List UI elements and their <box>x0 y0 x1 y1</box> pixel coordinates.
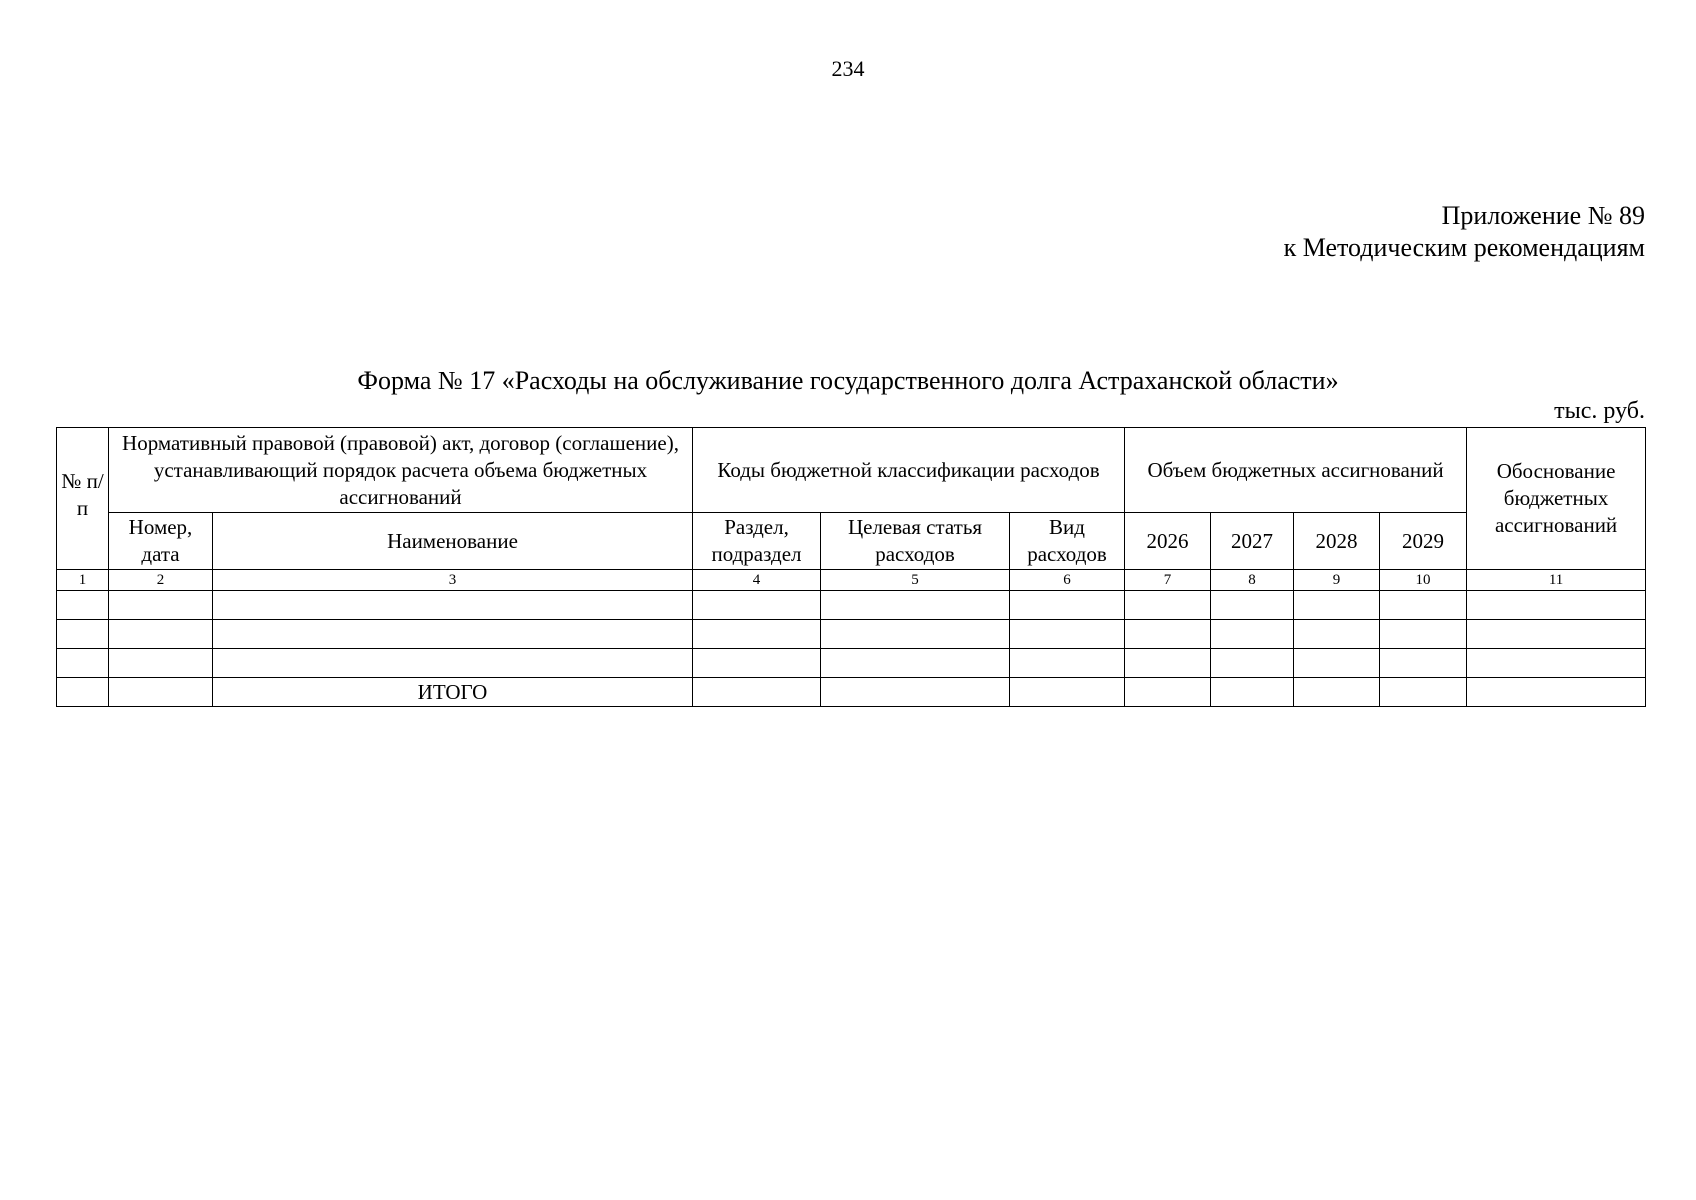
table-cell <box>109 678 213 707</box>
header-number-date: Номер, дата <box>109 513 213 570</box>
table-cell <box>109 649 213 678</box>
total-label: ИТОГО <box>213 678 693 707</box>
column-number-row <box>57 570 1646 591</box>
table-cell <box>1467 649 1646 678</box>
table-cell <box>821 591 1010 620</box>
header-year-2027: 2027 <box>1211 513 1294 570</box>
column-number: 4 <box>693 570 821 591</box>
header-row-2 <box>57 513 1646 570</box>
table-cell <box>693 620 821 649</box>
column-number: 9 <box>1294 570 1380 591</box>
table-cell <box>821 649 1010 678</box>
table-cell <box>1125 649 1211 678</box>
appendix-line-1: Приложение № 89 <box>1441 201 1645 230</box>
page-number: 234 <box>831 56 865 81</box>
table-cell <box>1125 678 1211 707</box>
table-cell <box>1467 678 1646 707</box>
header-section: Раздел, подраздел <box>693 513 821 570</box>
table-cell <box>1467 620 1646 649</box>
table-row <box>57 620 1646 649</box>
table-cell <box>1010 620 1125 649</box>
table-cell <box>213 591 693 620</box>
column-number: 3 <box>213 570 693 591</box>
table-cell <box>1380 678 1467 707</box>
table-cell <box>1294 591 1380 620</box>
appendix-note <box>1284 200 1645 264</box>
table-cell <box>213 649 693 678</box>
table-cell <box>1211 678 1294 707</box>
table-cell <box>1294 649 1380 678</box>
header-target-article: Целевая статья расходов <box>821 513 1010 570</box>
header-expense-type: Вид расходов <box>1010 513 1125 570</box>
column-number: 5 <box>821 570 1010 591</box>
table-cell <box>1380 620 1467 649</box>
table-cell <box>693 649 821 678</box>
table-cell <box>109 591 213 620</box>
table-cell <box>213 620 693 649</box>
total-row <box>57 678 1646 707</box>
table-cell <box>1211 649 1294 678</box>
table-cell <box>821 678 1010 707</box>
column-number: 7 <box>1125 570 1211 591</box>
header-justification: Обоснование бюджетных ассигнований <box>1467 428 1646 570</box>
column-number: 6 <box>1010 570 1125 591</box>
header-year-2029: 2029 <box>1380 513 1467 570</box>
header-legal-act: Нормативный правовой (правовой) акт, договор (соглашение), устанавливающий порядок расчета объема бюджетных ассигнований <box>109 428 693 513</box>
column-number: 2 <box>109 570 213 591</box>
table-cell <box>57 591 109 620</box>
table-cell <box>1010 591 1125 620</box>
column-number: 8 <box>1211 570 1294 591</box>
units-label: тыс. руб. <box>1554 398 1645 424</box>
table-row <box>57 591 1646 620</box>
table-cell <box>1294 620 1380 649</box>
table-cell <box>1380 591 1467 620</box>
table-cell <box>1125 620 1211 649</box>
header-appropriations-volume: Объем бюджетных ассигнований <box>1125 428 1467 513</box>
table-cell <box>1211 591 1294 620</box>
header-no: № п/п <box>57 428 109 570</box>
column-number: 10 <box>1380 570 1467 591</box>
table-cell <box>1010 649 1125 678</box>
table-cell <box>1294 678 1380 707</box>
table-cell <box>1010 678 1125 707</box>
table-cell <box>57 678 109 707</box>
column-number: 1 <box>57 570 109 591</box>
table-row <box>57 649 1646 678</box>
header-name: Наименование <box>213 513 693 570</box>
expenses-form-table <box>56 427 1646 707</box>
table-cell <box>1467 591 1646 620</box>
table-cell <box>821 620 1010 649</box>
table-cell <box>693 591 821 620</box>
table-cell <box>57 649 109 678</box>
table-cell <box>693 678 821 707</box>
table-cell <box>1211 620 1294 649</box>
table-cell <box>109 620 213 649</box>
appendix-line-2: к Методическим рекомендациям <box>1283 233 1645 262</box>
table-cell <box>1380 649 1467 678</box>
header-year-2026: 2026 <box>1125 513 1211 570</box>
form-title: Форма № 17 «Расходы на обслуживание государственного долга Астраханской области» <box>357 366 1339 395</box>
header-budget-codes: Коды бюджетной классификации расходов <box>693 428 1125 513</box>
table-cell <box>1125 591 1211 620</box>
header-year-2028: 2028 <box>1294 513 1380 570</box>
column-number: 11 <box>1467 570 1646 591</box>
header-row-1 <box>57 428 1646 513</box>
table-cell <box>57 620 109 649</box>
